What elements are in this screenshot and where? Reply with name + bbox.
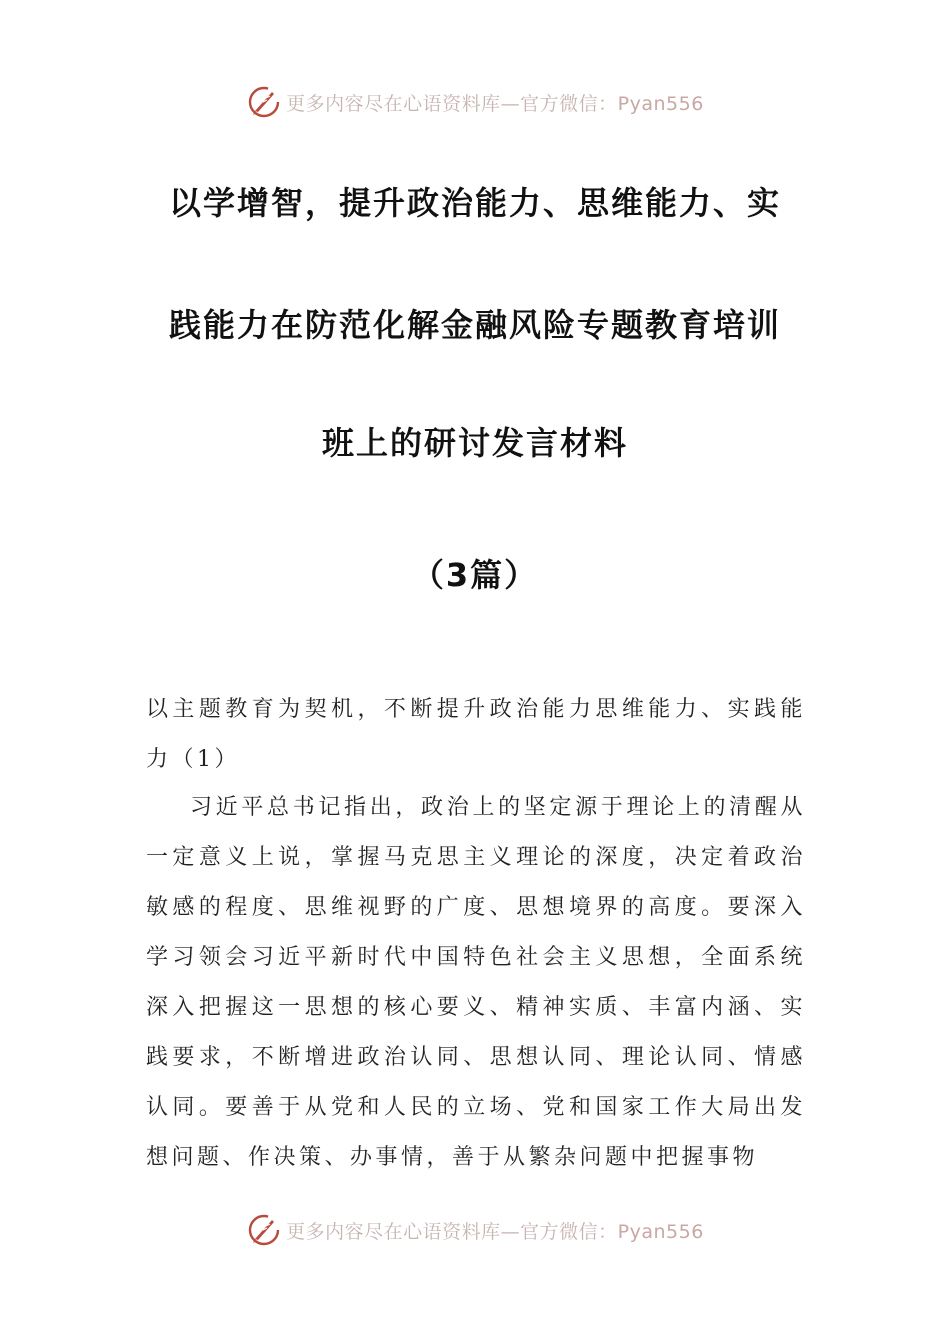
watermark-label: 更多内容尽在心语资料库—官方微信： [286,1220,618,1243]
watermark-text [286,1217,704,1244]
watermark-wechat-id: Pyan556 [617,1220,704,1243]
section-subtitle: 以主题教育为契机，不断提升政治能力思维能力、实践能力（1） [146,697,806,772]
document-title-count: （3篇） [411,556,539,594]
body-paragraph: 习近平总书记指出，政治上的坚定源于理论上的清醒从一定意义上说，掌握马克思主义理论的深度，决定着政治敏感的程度、思维视野的广度、思想境界的高度。要深入学习领会习近平新时代中国特色社会主义思想，全面系统深入把握这一思想的核心要义、精神实质、丰富内涵、实践要求，不断增进政治认同、思想认同、理论认同、情感认同。要善于从党和人民的立场、党和国家工作大局出发想问题、作决策、办事情，善于从繁杂问题中把握事物 [146,795,806,1170]
quill-logo-icon [246,84,282,120]
watermark-wechat-id: Pyan556 [617,92,704,115]
watermark-label: 更多内容尽在心语资料库—官方微信： [286,92,618,115]
document-title-line-3: 班上的研讨发言材料 [321,424,628,462]
watermark-text [286,89,704,116]
document-title-line-2: 践能力在防范化解金融风险专题教育培训 [168,306,781,344]
footer-watermark [0,1210,950,1250]
document-title-line-1: 以学增智，提升政治能力、思维能力、实 [168,184,781,222]
header-watermark [0,82,950,122]
quill-logo-icon [246,1212,282,1248]
